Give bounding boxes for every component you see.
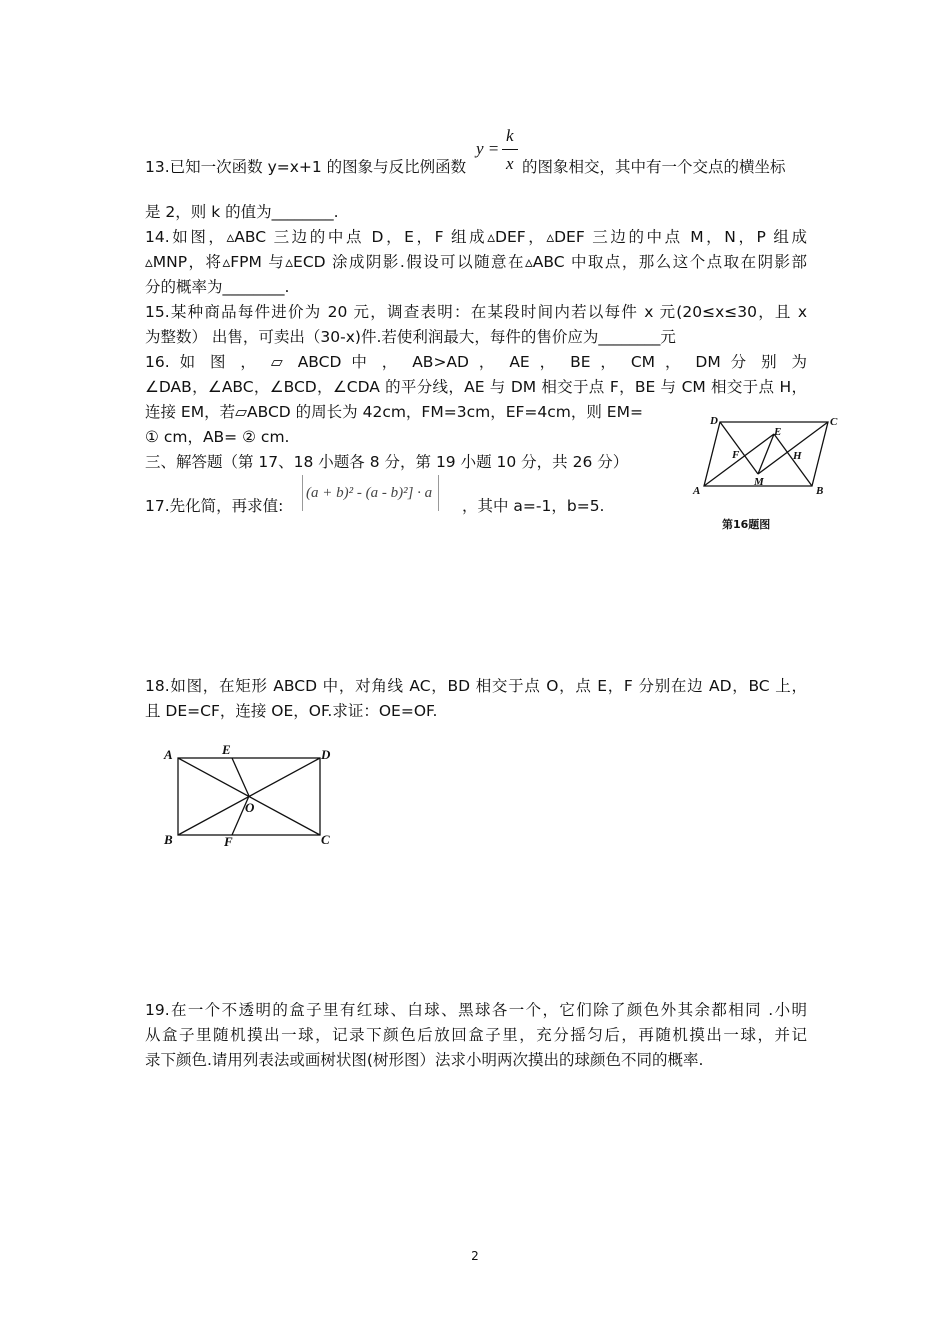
label-a: A [164,747,173,762]
q14-line2: ▵MNP，将▵FPM 与▵ECD 涂成阴影.假设可以随意在▵ABC 中取点，那么这个点取在阴影部 [145,253,807,271]
q13-text: 13.已知一次函数 y=x+1 的图象与反比例函数 [145,158,467,176]
label-o: O [245,800,255,815]
q17-prefix: 17.先化简，再求值: [145,497,284,515]
q17-formula [300,475,462,511]
page-number: 2 [471,1249,479,1263]
segment-dm [720,422,758,474]
q16-line3: 连接 EM，若▱ABCD 的周长为 42cm，FM=3cm，EF=4cm，则 EM= [145,403,643,421]
q19-line3: 录下颜色.请用列表法或画树状图(树形图）法求小明两次摸出的球颜色不同的概率. [145,1051,704,1069]
label-m: M [754,476,764,488]
label-h: H [793,450,802,462]
q14-line3: 分的概率为________. [145,278,290,296]
label-f: F [732,449,740,461]
figure-16-parallelogram [690,412,850,504]
q16-line2: ∠DAB，∠ABC，∠BCD，∠CDA 的平分线，AE 与 DM 相交于点 F，BE 与 CM 相交于点 H， [145,378,807,396]
label-d: D [321,747,331,762]
label-e: E [774,426,782,438]
label-d: D [710,415,718,427]
formula-text: (a + b)² - (a - b)²] · a [306,485,433,501]
fraction-bar [502,149,518,150]
q18-line2: 且 DE=CF，连接 OE，OF.求证：OE=OF. [145,702,438,720]
q13-fraction [474,126,524,172]
figure-16-caption: 第16题图 [722,518,771,531]
q14-line1: 14.如图，▵ABC 三边的中点 D，E，F 组成▵DEF，▵DEF 三边的中点 M，N，P 组成 [145,228,807,246]
label-b: B [164,832,173,847]
section3-heading: 三、解答题（第 17、18 小题各 8 分，第 19 小题 10 分，共 26 分） [145,453,629,471]
fraction-lhs: y = [476,139,500,158]
label-e: E [222,742,231,757]
label-f: F [224,834,233,849]
q19-line2: 从盒子里随机摸出一球，记录下颜色后放回盒子里，充分摇匀后，再随机摸出一球，并记 [145,1026,807,1044]
label-b: B [816,485,824,497]
q13-line2: 是 2，则 k 的值为________. [145,203,339,221]
figure-18-rectangle [158,740,348,852]
label-c: C [830,416,838,428]
q16-line4: ① cm，AB= ② cm. [145,428,290,446]
q15-line2: 为整数） 出售，可卖出（30-x)件.若使利润最大，每件的售价应为________元 [145,328,676,346]
q19-line1: 19.在一个不透明的盒子里有红球、白球、黑球各一个，它们除了颜色外其余都相同 .小明 [145,1001,807,1019]
fraction-numerator: k [506,126,514,145]
segment-eo [232,758,249,796]
q15-line1: 15.某种商品每件进价为 20 元，调查表明：在某段时间内若以每件 x 元(20≤x≤30，且 x [145,303,807,321]
q13-line1 [145,157,466,177]
q17-suffix: ，其中 a=-1，b=5. [462,497,605,515]
q16-line1: 16. 如 图 ， ▱ ABCD 中 ， AB>AD ， AE ， BE ， CM ， DM 分 别 为 [145,353,807,371]
label-a: A [693,485,701,497]
fraction-denominator: x [506,154,514,173]
formula-left-bar [302,475,303,511]
q13-line1-end: 的图象相交，其中有一个交点的横坐标 [522,158,786,176]
q18-line1: 18.如图，在矩形 ABCD 中，对角线 AC，BD 相交于点 O，点 E，F 分别在边 AD，BC 上， [145,677,807,695]
formula-right-bar [438,475,439,511]
label-c: C [321,832,330,847]
